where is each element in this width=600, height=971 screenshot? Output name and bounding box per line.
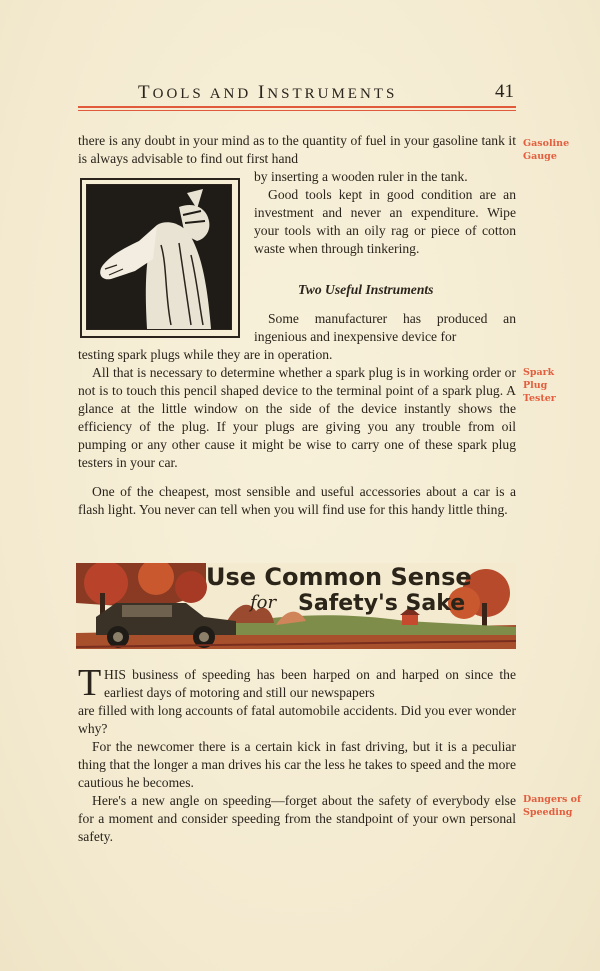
- banner-title-for: for: [250, 592, 277, 613]
- paragraph-flash-light: One of the cheapest, most sensible and useful accessories about a car is a flash light. You never can tell when you will find use for this handy little thing.: [78, 484, 516, 517]
- paragraph-manufacturer: Some manufacturer has produced an ingenious and inexpensive device for: [254, 311, 516, 344]
- banner-title-line2: Safety's Sake: [298, 591, 466, 616]
- paragraph-speeding-lead-continued: are filled with long accounts of fatal automobile accidents. Did you ever wonder why?: [78, 703, 516, 736]
- header-rule: [78, 106, 516, 108]
- paragraph-speeding-lead: HIS business of speeding has been harped on and harped on since the earliest days of motoring and still our newspapers: [104, 667, 516, 700]
- paragraph-newcomer: For the newcomer there is a certain kick in fast driving, but it is a peculiar thing that the longer a man drives his car the less he takes to speed and the more cautious he becomes.: [78, 739, 516, 790]
- hands-wiping-icon: [87, 185, 231, 329]
- drop-cap: T: [78, 662, 102, 704]
- section-subheading: Two Useful Instruments: [298, 282, 434, 297]
- paragraph-manufacturer-continued: testing spark plugs while they are in operation.: [78, 347, 333, 362]
- paragraph-good-tools: Good tools kept in good condition are an investment and never an expenditure. Wipe your tools with an oily rag or piece of cotton waste when through tinkering.: [254, 187, 516, 256]
- banner-title-line1: Use Common Sense: [206, 563, 472, 591]
- page-number: 41: [495, 81, 514, 102]
- illustration-hands-cleaning-tool: [86, 184, 232, 330]
- chapter-title: TOOLS AND INSTRUMENTS: [138, 82, 398, 103]
- paragraph-new-angle: Here's a new angle on speeding—forget about the safety of everybody else for a moment and consider speeding from the standpoint of your own personal safety.: [78, 793, 516, 844]
- header-rule-thin: [78, 110, 516, 111]
- margin-note-dangers-of-speeding: Dangers of Speeding: [523, 794, 582, 818]
- margin-note-spark-plug-tester: Spark Plug Tester: [523, 367, 556, 404]
- margin-note-gasoline-gauge: Gasoline Gauge: [523, 138, 570, 162]
- paragraph-spark-plug: All that is necessary to determine whether a spark plug is in working order or not is to touch this pencil shaped device to the terminal point of a spark plug. A glance at the little window on the side of the device instantly shows the efficiency of the plug. If your plugs are giving you any trouble from oil pumping or any other cause it might be wise to carry one of these spark plug testers in your car.: [78, 365, 516, 470]
- illustration-frame: [80, 178, 240, 338]
- safety-banner: [76, 563, 516, 649]
- running-header: [78, 80, 516, 104]
- paragraph-fuel: there is any doubt in your mind as to the quantity of fuel in your gasoline tank it is always advisable to find out first hand: [78, 133, 516, 166]
- paragraph-fuel-continued: by inserting a wooden ruler in the tank.: [254, 169, 468, 184]
